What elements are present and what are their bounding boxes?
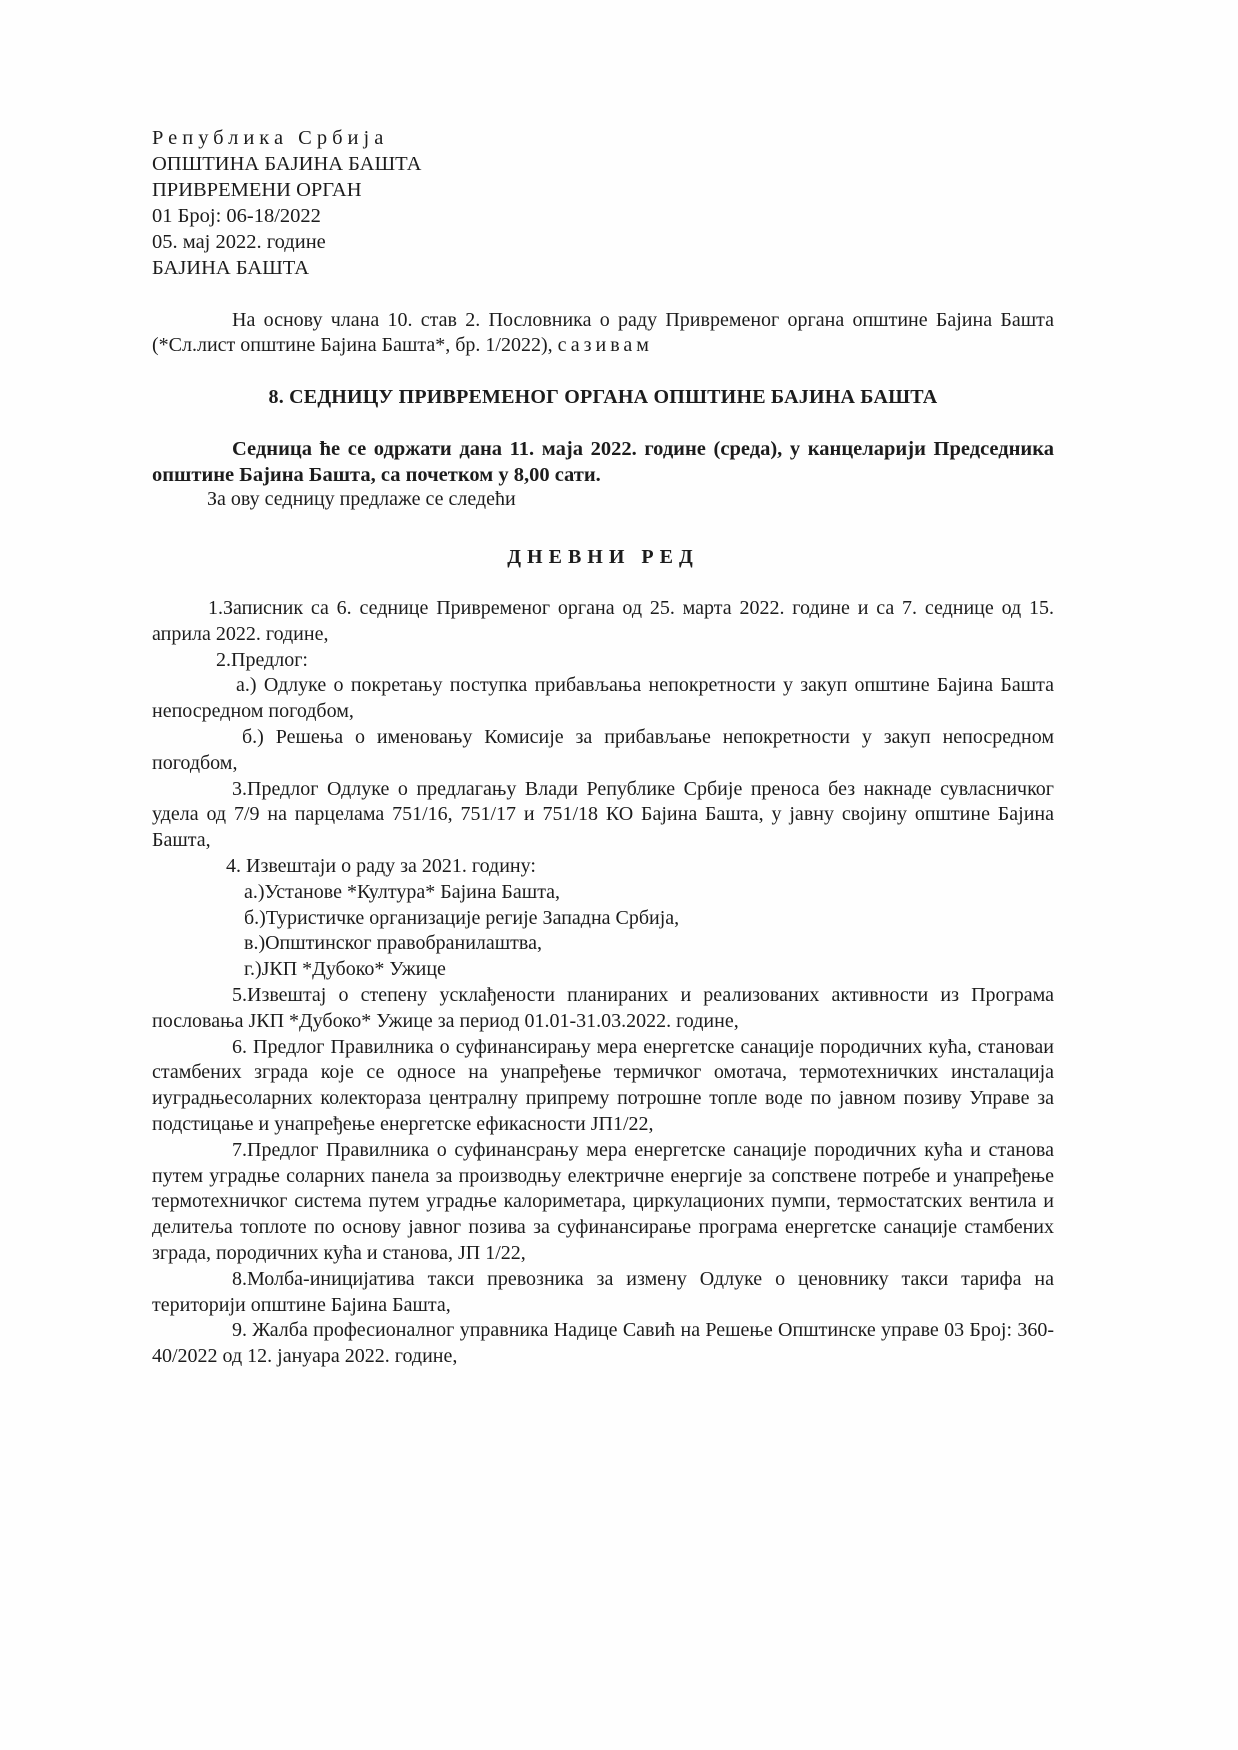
agenda-item-4b: б.)Туристичке организације регије Западна Србија,	[244, 906, 680, 929]
agenda-title: ДНЕВНИ РЕД	[507, 546, 699, 568]
agenda-item-9: 9. Жалба професионалног управника Надице Савић на Решење Општинске управе 03 Број: 360-40/2022 од 12. јануара 2022. године,	[152, 1319, 1054, 1368]
agenda-item-8: 8.Молба-иницијатива такси превозника за измену Одлуке о ценовнику такси тарифа на територији општине Бајина Башта,	[152, 1267, 1054, 1316]
agenda-item-4a: а.)Установе *Култура* Бајина Башта,	[244, 880, 561, 903]
session-info-text: Седница ће се одржати дана 11. маја 2022. године (среда), у канцеларији Председника општине Бајина Башта, са почетком у 8,00 сати.	[152, 438, 1054, 486]
intro-text: На основу члана 10. став 2. Пословника о раду Привременог органа општине Бајина Башта (*Сл.лист општине Бајина Башта*, бр. 1/2022),	[152, 309, 1054, 356]
agenda-item-4c: в.)Општинског правобранилаштва,	[244, 932, 542, 955]
agenda-item-5: 5.Извештај о степену усклађености планираних и реализованих активности из Програма пословања ЈКП *Дубоко* Ужице за период 01.01-31.03.2022. године,	[152, 983, 1054, 1032]
agenda-item-7: 7.Предлог Правилника о суфинансрању мера енергетске санације породичних кућа и станова путем уградње соларних панела за производњу електричне енергије за сопствене потребе и унапређење термотехничког система путем уградње калориметара, циркулационих пумпи, термостатских вентила и делитеља топлоте по основу јавног позива за суфинансирање програма енергетске санације стамбених зграда, породичних кућа и станова, ЈП 1/22,	[152, 1138, 1054, 1264]
intro-paragraph	[152, 308, 1054, 358]
city-line: БАЈИНА БАШТА	[152, 257, 310, 279]
municipality-line: ОПШТИНА БАЈИНА БАШТА	[152, 153, 422, 175]
country-line: Република Србија	[152, 127, 389, 149]
document-date: 05. мај 2022. године	[152, 231, 326, 253]
agenda-item-2b: б.) Решења о именовању Комисије за прибављање непокретности у закуп непосредном погодбом,	[152, 725, 1054, 774]
agenda-item-4d: г.)ЈКП *Дубоко* Ужице	[244, 958, 446, 981]
agenda-item-2: 2.Предлог:	[216, 648, 308, 671]
document-number: 01 Број: 06-18/2022	[152, 205, 321, 227]
intro-verb: сазивам	[557, 334, 653, 356]
body-line: ПРИВРЕМЕНИ ОРГАН	[152, 179, 362, 201]
agenda-item-1: 1.Записник са 6. седнице Привременог органа од 25. марта 2022. године и са 7. седнице од 15. априла 2022. године,	[152, 597, 1054, 645]
session-info	[152, 436, 1054, 488]
agenda-item-2a: а.) Одлуке о покретању поступка прибављања непокретности у закуп општине Бајина Башта непосредном погодбом,	[152, 674, 1054, 723]
agenda-item-4: 4. Извештаји о раду за 2021. годину:	[226, 854, 536, 877]
document-header	[152, 125, 421, 281]
session-title: 8. СЕДНИЦУ ПРИВРЕМЕНОГ ОРГАНА ОПШТИНЕ БАЈИНА БАШТА	[268, 386, 938, 408]
agenda-item-6: 6. Предлог Правилника о суфинансирању мера енергетске санације породичних кућа, становаи стамбених зграда које се односе на унапређење термичког омотача, термотехничких инсталација иуградњесоларних колектораза централну припрему потрошне топле воде по јавном позиву Управе за подстицање и унапређење енергетске ефикасности ЈП1/22,	[152, 1035, 1054, 1135]
agenda-list	[152, 596, 1054, 1370]
proposal-line: За ову седницу предлаже се следећи	[207, 488, 516, 510]
agenda-item-3: 3.Предлог Одлуке о предлагању Влади Републике Србије преноса без накнаде сувласничког удела од 7/9 на парцелама 751/16, 751/17 и 751/18 КО Бајина Башта, у јавну својину општине Бајина Башта,	[152, 777, 1054, 852]
